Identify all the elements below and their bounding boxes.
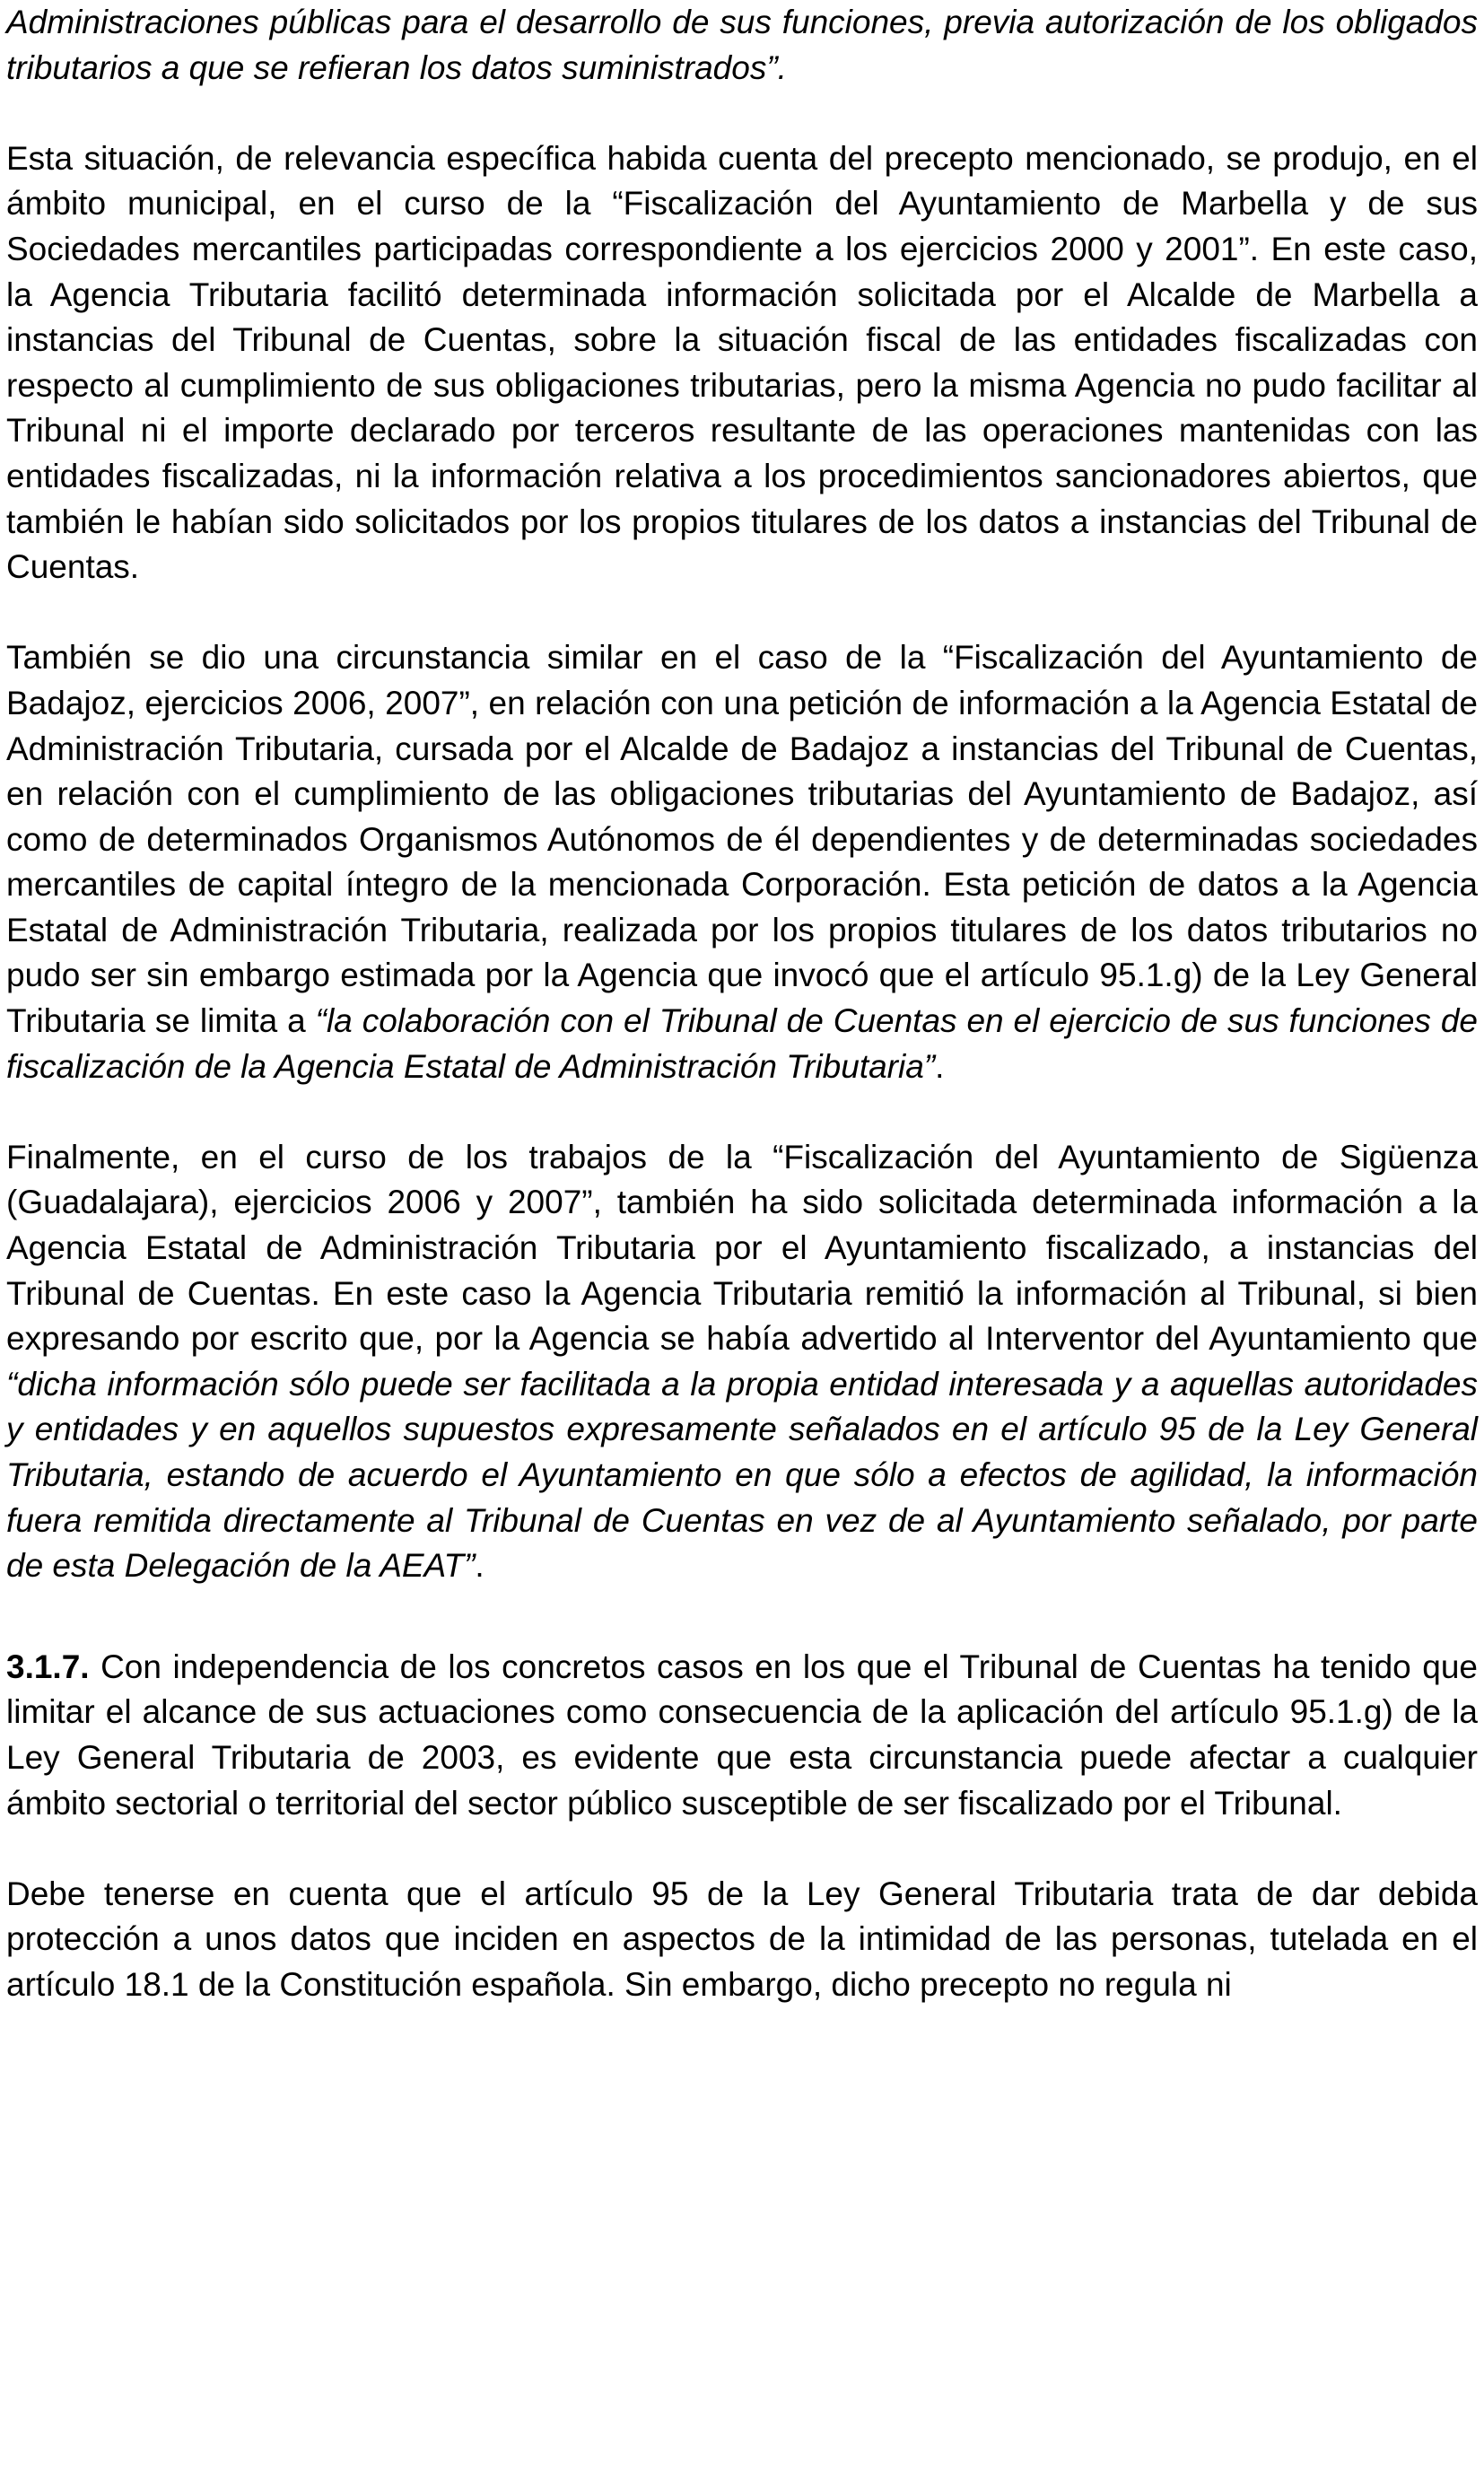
paragraph-badajoz-tail: . <box>935 1047 945 1085</box>
paragraph-article-95: Debe tenerse en cuenta que el artículo 95 de la Ley General Tributaria trata de dar debida protección a unos datos que inciden en aspectos de la intimidad de las personas, tutelada en el artículo 18.1 de la Constitución española. Sin embargo, dicho precepto no regula ni <box>6 1875 1478 2003</box>
paragraph-badajoz-text: También se dio una circunstancia similar en el caso de la “Fiscalización del Ayuntamiento de Badajoz, ejercicios 2006, 2007”, en relación con una petición de información a la Agencia Estatal de Administración Tributaria, cursada por el Alcalde de Badajoz a instancias del Tribunal de Cuentas, en relación con el cumplimiento de las obligaciones tributarias del Ayuntamiento de Badajoz, así como de determinados Organismos Autónomos de él dependientes y de determinadas sociedades mercantiles de capital íntegro de la mencionada Corporación. Esta petición de datos a la Agencia Estatal de Administración Tributaria, realizada por los propios titulares de los datos tributarios no pudo ser sin embargo estimada por la Agencia que invocó que el artículo 95.1.g) de la Ley General Tributaria se limita a <box>6 639 1478 1040</box>
paragraph-3-1-7 <box>6 1645 1478 1826</box>
paragraph-siguenza-tail: . <box>475 1547 484 1585</box>
paragraph-siguenza-text: Finalmente, en el curso de los trabajos de la “Fiscalización del Ayuntamiento de Sigüenza (Guadalajara), ejercicios 2006 y 2007”, también ha sido solicitada determinada información a la Agencia Estatal de Administración Tributaria por el Ayuntamiento fiscalizado, a instancias del Tribunal de Cuentas. En este caso la Agencia Tributaria remitió la información al Tribunal, si bien expresando por escrito que, por la Agencia se había advertido al Interventor del Ayuntamiento que <box>6 1138 1478 1358</box>
document-page <box>6 0 1478 2053</box>
paragraph-siguenza <box>6 1135 1478 1589</box>
paragraph-marbella: Esta situación, de relevancia específica habida cuenta del precepto mencionado, se produjo, en el ámbito municipal, en el curso de la “Fiscalización del Ayuntamiento de Marbella y de sus Sociedades mercantiles participadas correspondiente a los ejercicios 2000 y 2001”. En este caso, la Agencia Tributaria facilitó determinada información solicitada por el Alcalde de Marbella a instancias del Tribunal de Cuentas, sobre la situación fiscal de las entidades fiscalizadas con respecto al cumplimiento de sus obligaciones tributarias, pero la misma Agencia no pudo facilitar al Tribunal ni el importe declarado por terceros resultante de las operaciones mantenidas con las entidades fiscalizadas, ni la información relativa a los procedimientos sancionadores abiertos, que también le habían sido solicitados por los propios titulares de los datos a instancias del Tribunal de Cuentas. <box>6 139 1478 586</box>
quote-continuation: Administraciones públicas para el desarrollo de sus funciones, previa autorización de los obligados tributarios a que se refieran los datos suministrados”. <box>6 4 1478 86</box>
paragraph-badajoz-quote: “la colaboración con el Tribunal de Cuentas en el ejercicio de sus funciones de fiscalización de la Agencia Estatal de Administración Tributaria” <box>6 1002 1478 1085</box>
paragraph-badajoz <box>6 635 1478 1089</box>
section-number: 3.1.7. <box>6 1648 90 1685</box>
paragraph-3-1-7-text: Con independencia de los concretos casos en los que el Tribunal de Cuentas ha tenido que limitar el alcance de sus actuaciones como consecuencia de la aplicación del artículo 95.1.g) de la Ley General Tributaria de 2003, es evidente que esta circunstancia puede afectar a cualquier ámbito sectorial o territorial del sector público susceptible de ser fiscalizado por el Tribunal. <box>6 1648 1478 1822</box>
paragraph-siguenza-quote: “dicha información sólo puede ser facilitada a la propia entidad interesada y a aquellas autoridades y entidades y en aquellos supuestos expresamente señalados en el artículo 95 de la Ley General Tributaria, estando de acuerdo el Ayuntamiento en que sólo a efectos de agilidad, la información fuera remitida directamente al Tribunal de Cuentas en vez de al Ayuntamiento señalado, por parte de esta Delegación de la AEAT” <box>6 1365 1478 1585</box>
paragraph-continuation <box>6 0 1478 91</box>
